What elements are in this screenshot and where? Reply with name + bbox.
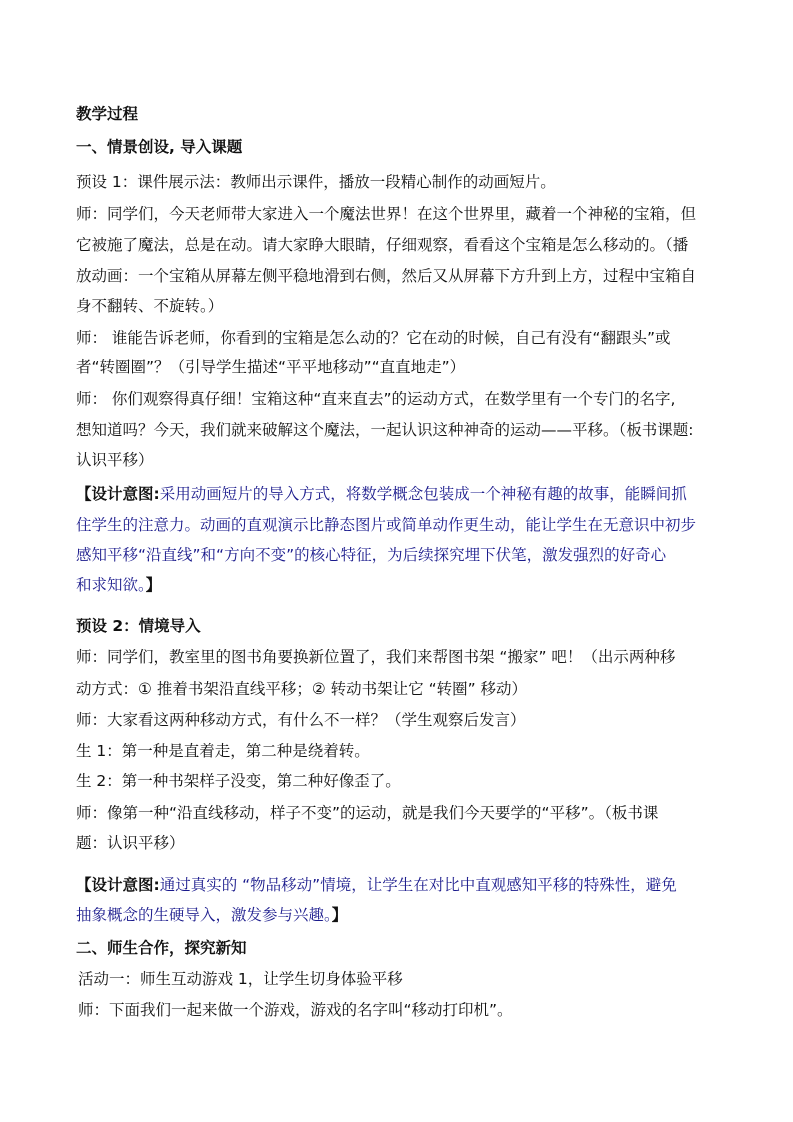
design-intent-last-line	[76, 905, 347, 925]
paragraph-line: 生 1：第一种是直着走，第二种是绕着转。	[76, 742, 370, 760]
paragraph-line: 师：像第一种“沿直线移动，样子不变”的运动，就是我们今天要学的“平移”。（板书课	[76, 804, 659, 822]
paragraph-preset-1: 预设 1：课件展示法：教师出示课件，播放一段精心制作的动画短片。	[76, 173, 556, 191]
paragraph-line: 者“转圈圈”？（引导学生描述“平平地移动”“直直地走”）	[76, 358, 466, 376]
design-intent-text: 感知平移“沿直线”和“方向不变”的核心特征，为后续探究埋下伏笔，激发强烈的好奇心	[76, 546, 667, 564]
paragraph-line: 师：同学们，今天老师带大家进入一个魔法世界！在这个世界里，藏着一个神秘的宝箱，但	[76, 205, 697, 223]
design-intent-end: 】	[145, 576, 162, 594]
design-intent-end: 】	[331, 906, 348, 924]
design-intent-text: 采用动画短片的导入方式，将数学概念包装成一个神秘有趣的故事，能瞬间抓	[159, 485, 687, 503]
design-intent-label: 【设计意图:	[76, 876, 160, 894]
paragraph-line: 师：大家看这两种移动方式，有什么不一样？（学生观察后发言）	[76, 711, 526, 729]
paragraph-line: 放动画：一个宝箱从屏幕左侧平稳地滑到右侧，然后又从屏幕下方升到上方，过程中宝箱自	[76, 267, 697, 285]
design-intent-text: 住学生的注意力。动画的直观演示比静态图片或简单动作更生动，能让学生在无意识中初步	[76, 516, 697, 534]
activity-1: 活动一：师生互动游戏 1，让学生切身体验平移	[78, 970, 403, 988]
design-intent-last-line	[76, 575, 161, 595]
design-intent-text: 和求知欲。	[76, 576, 146, 594]
design-intent-text: 通过真实的 “物品移动”情境，让学生在对比中直观感知平移的特殊性，避免	[159, 876, 677, 894]
paragraph-line: 认识平移）	[76, 451, 154, 469]
doc-title: 教学过程	[76, 105, 139, 123]
preset-2-heading: 预设 2：情境导入	[76, 617, 201, 635]
paragraph-line: 想知道吗？今天，我们就来破解这个魔法，一起认识这种神奇的运动——平移。（板书课题:	[76, 421, 694, 439]
section-heading-2: 二、师生合作，探究新知	[76, 939, 247, 957]
paragraph-line: 师：同学们，教室里的图书角要换新位置了，我们来帮图书架 “搬家” 吧！（出示两种移	[76, 648, 676, 666]
design-intent-label: 【设计意图:	[76, 485, 160, 503]
section-heading-1: 一、情景创设, 导入课题	[76, 138, 243, 156]
design-intent-1	[76, 484, 687, 504]
paragraph-line: 师： 谁能告诉老师，你看到的宝箱是怎么动的？它在动的时候，自己有没有“翻跟头”或	[76, 329, 671, 347]
paragraph-line: 身不翻转、不旋转。）	[76, 297, 224, 315]
paragraph-line: 它被施了魔法，总是在动。请大家睁大眼睛，仔细观察，看看这个宝箱是怎么移动的。（播	[76, 236, 689, 254]
paragraph-line: 生 2：第一种书架样子没变，第二种好像歪了。	[76, 772, 401, 790]
paragraph-line: 师：下面我们一起来做一个游戏，游戏的名字叫“移动打印机”。	[78, 1001, 513, 1019]
paragraph-line: 题：认识平移）	[76, 834, 185, 852]
paragraph-line: 动方式：① 推着书架沿直线平移；② 转动书架让它 “转圈” 移动）	[76, 680, 528, 698]
design-intent-2	[76, 875, 677, 895]
design-intent-text: 抽象概念的生硬导入，激发参与兴趣。	[76, 906, 332, 924]
paragraph-line: 师： 你们观察得真仔细！宝箱这种“直来直去”的运动方式，在数学里有一个专门的名字,	[76, 390, 676, 408]
